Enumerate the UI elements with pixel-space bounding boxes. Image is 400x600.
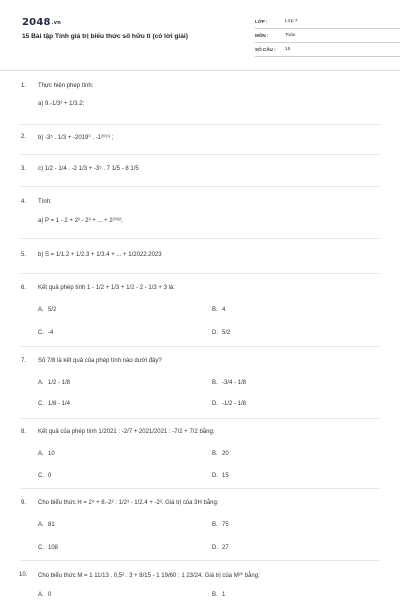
- question-number: 7.: [21, 358, 27, 364]
- question-separator: [20, 418, 380, 419]
- option-letter: B.: [212, 307, 218, 313]
- option-letter: C.: [38, 401, 44, 407]
- option-letter: A.: [38, 380, 44, 386]
- meta-row-subject: [255, 29, 400, 43]
- header-divider: [0, 70, 400, 71]
- page-title: 15 Bài tập Tính giá trị biểu thức số hữu tỉ (có lời giải): [22, 33, 188, 40]
- option-value: 4: [222, 307, 226, 313]
- option-a[interactable]: [38, 451, 55, 457]
- option-letter: C.: [38, 330, 44, 336]
- option-letter: D.: [212, 545, 218, 551]
- site-logo[interactable]: [22, 17, 61, 28]
- question-text: Tính:: [38, 199, 52, 205]
- meta-value: Toán: [285, 33, 296, 38]
- meta-label: SỐ CÂU :: [255, 47, 276, 52]
- document-header: [22, 14, 382, 62]
- question-separator: [20, 273, 380, 274]
- question-separator: [20, 346, 380, 347]
- option-value: -1/2 - 1/8: [222, 401, 247, 407]
- question-separator: [20, 488, 380, 489]
- question-separator: [20, 238, 380, 239]
- question-separator: [20, 154, 380, 155]
- option-letter: D.: [212, 473, 218, 479]
- meta-label: MÔN :: [255, 33, 269, 38]
- option-d[interactable]: [212, 330, 230, 336]
- question-text: b) S = 1/1.2 + 1/2.3 + 1/3.4 + ... + 1/2022.2023: [38, 252, 162, 258]
- option-value: 75: [222, 522, 229, 528]
- option-value: 10: [48, 451, 55, 457]
- question-subpart: a) 9.-1/3³ + 1/3.2;: [38, 101, 85, 107]
- option-value: 0: [48, 473, 52, 479]
- meta-info: [255, 15, 400, 57]
- question-separator: [20, 186, 380, 187]
- option-letter: B.: [212, 522, 218, 528]
- option-b[interactable]: [212, 307, 225, 313]
- question-number: 9.: [21, 500, 27, 506]
- option-b[interactable]: [212, 380, 246, 386]
- option-value: -4: [48, 330, 54, 336]
- option-value: 108: [48, 545, 59, 551]
- option-d[interactable]: [212, 473, 229, 479]
- option-value: 5/2: [222, 330, 231, 336]
- option-value: 20: [222, 451, 229, 457]
- question-text: b) -3⁵ . 1/3 + -2019⁰ . -1²⁰¹⁹ ;: [38, 135, 114, 141]
- option-letter: B.: [212, 592, 218, 598]
- option-value: 27: [222, 545, 229, 551]
- option-letter: C.: [38, 473, 44, 479]
- question-separator: [20, 124, 380, 125]
- question-text: c) 1/2 - 1/4 . -2 1/3 + -3⁵ . 7 1/5 - 8 1/5: [38, 166, 139, 172]
- question-number: 4.: [21, 199, 27, 205]
- option-value: 15: [222, 473, 229, 479]
- option-c[interactable]: [38, 473, 51, 479]
- option-a[interactable]: [38, 307, 56, 313]
- option-b[interactable]: [212, 451, 229, 457]
- meta-row-grade: [255, 15, 400, 29]
- option-a[interactable]: [38, 380, 70, 386]
- option-c[interactable]: [38, 330, 53, 336]
- question-number: 5.: [21, 252, 27, 258]
- option-letter: A.: [38, 307, 44, 313]
- question-text: Cho biểu thức M = 1 11/13 . 0,5² . 3 + 8/15 - 1 19/60 : 1 23/24. Giá trị của M²⁰ bằng:: [38, 573, 260, 579]
- question-number: 3.: [21, 166, 27, 172]
- option-value: 81: [48, 522, 55, 528]
- meta-value: 15: [285, 47, 291, 52]
- meta-value: Lớp 7: [285, 19, 298, 24]
- option-letter: A.: [38, 522, 44, 528]
- logo-text: 2048: [22, 17, 51, 28]
- meta-label: LỚP :: [255, 19, 268, 24]
- option-d[interactable]: [212, 401, 246, 407]
- option-d[interactable]: [212, 545, 229, 551]
- option-value: 1/8 - 1/4: [48, 401, 71, 407]
- logo-suffix: .vn: [51, 20, 61, 26]
- option-value: -3/4 - 1/8: [222, 380, 247, 386]
- option-letter: A.: [38, 451, 44, 457]
- meta-row-count: [255, 43, 400, 57]
- question-text: Kết quả của phép tính 1/2021 : -2/7 + 2021/2021 : -7/2 + 7/2 bằng:: [38, 429, 215, 435]
- option-b[interactable]: [212, 522, 229, 528]
- question-text: Thực hiện phép tính:: [38, 83, 94, 89]
- option-c[interactable]: [38, 401, 70, 407]
- option-a[interactable]: [38, 592, 51, 598]
- option-value: 0: [48, 592, 52, 598]
- option-letter: B.: [212, 380, 218, 386]
- option-letter: C.: [38, 545, 44, 551]
- question-number: 8.: [21, 429, 27, 435]
- option-b[interactable]: [212, 592, 225, 598]
- option-value: 5/2: [48, 307, 57, 313]
- question-number: 6.: [21, 285, 27, 291]
- question-subpart: a) P = 1 - 2 + 2² - 2³ + ... + 2²⁰²²;: [38, 218, 123, 224]
- question-text: Số 7/8 là kết quả của phép tính nào dưới đây?: [38, 358, 162, 364]
- option-letter: D.: [212, 330, 218, 336]
- option-letter: A.: [38, 592, 44, 598]
- option-letter: D.: [212, 401, 218, 407]
- option-value: 1/2 - 1/8: [48, 380, 71, 386]
- question-number: 2.: [21, 134, 27, 140]
- question-separator: [20, 560, 380, 561]
- question-number: 1.: [21, 83, 27, 89]
- option-c[interactable]: [38, 545, 58, 551]
- option-value: 1: [222, 592, 226, 598]
- option-a[interactable]: [38, 522, 55, 528]
- option-letter: B.: [212, 451, 218, 457]
- question-text: Kết quả phép tính 1 - 1/2 + 1/3 + 1/2 - 2 - 1/3 + 3 là:: [38, 285, 175, 291]
- question-text: Cho biểu thức H = 2⁴ + 8.-2² : 1/2³ - 1/2.4 + -2². Giá trị của 3H bằng:: [38, 500, 219, 506]
- question-number: 10.: [19, 572, 28, 578]
